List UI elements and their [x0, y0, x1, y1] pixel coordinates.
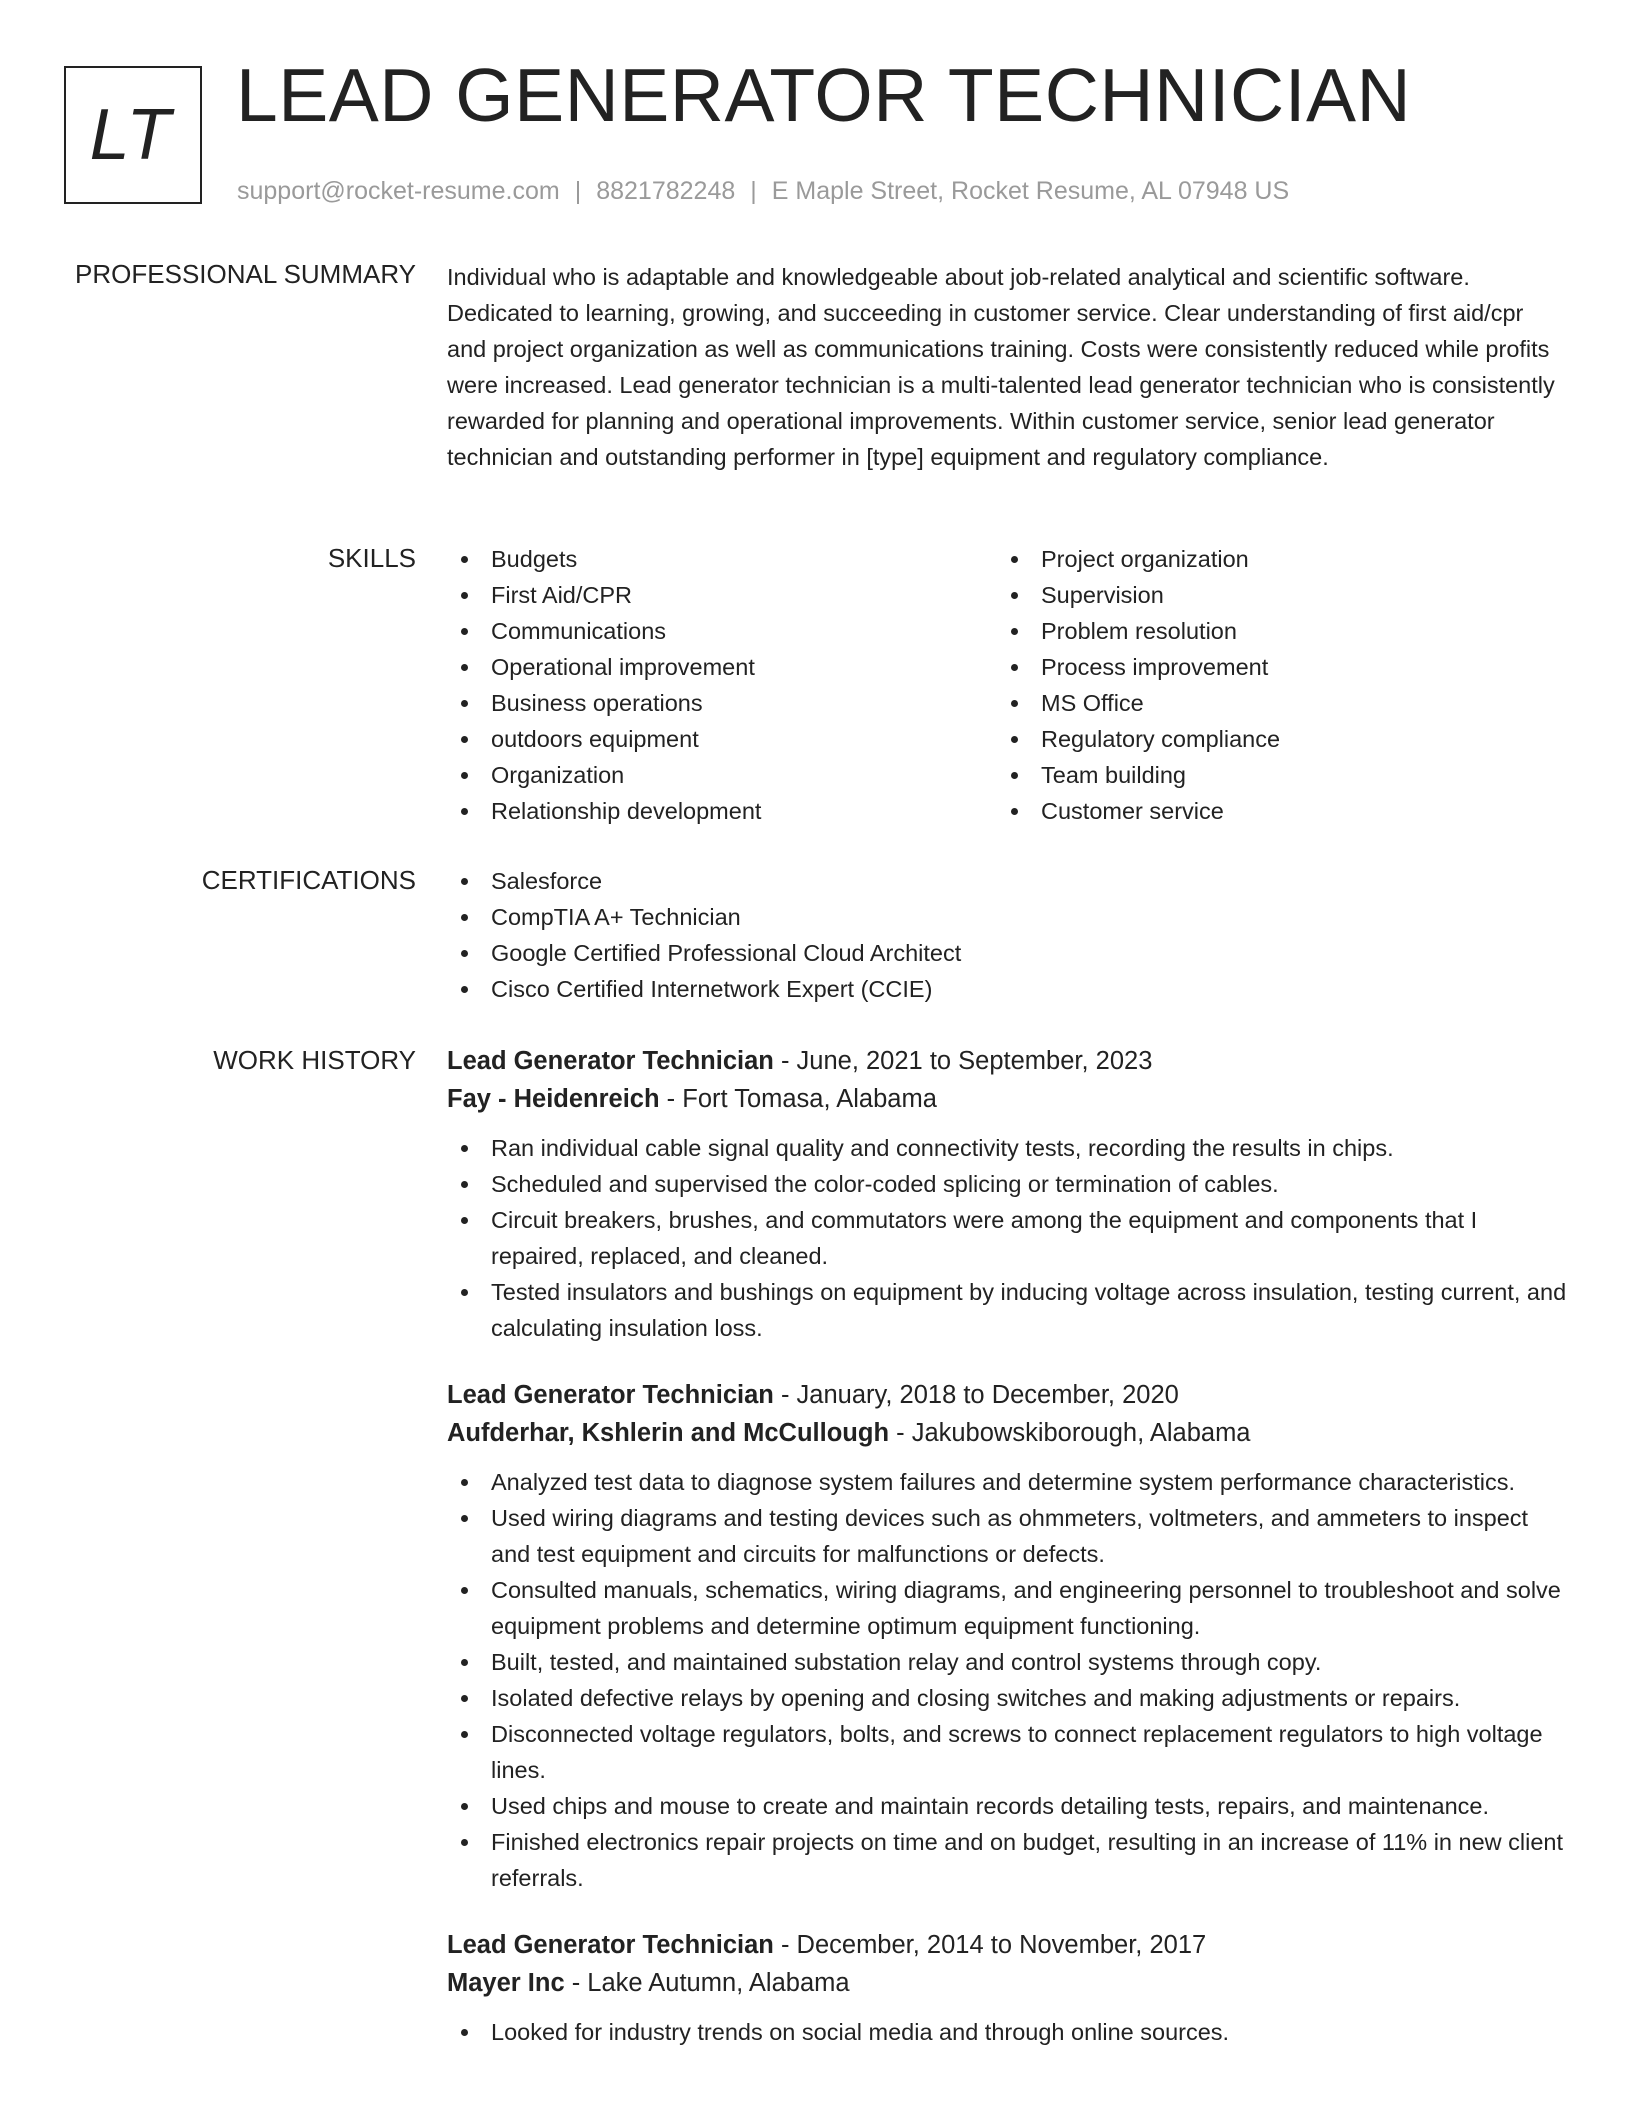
- skill-item: Communications: [447, 613, 997, 649]
- job-entry: [447, 1376, 1567, 1896]
- job-company-line: [447, 1414, 1567, 1452]
- skills-section: [447, 541, 1567, 829]
- job-duty: Disconnected voltage regulators, bolts, and screws to connect replacement regulators to high voltage lines.: [447, 1716, 1567, 1788]
- section-label-work-history: WORK HISTORY: [213, 1045, 416, 1075]
- contact-separator: |: [750, 177, 757, 205]
- candidate-name: LEAD GENERATOR TECHNICIAN: [236, 53, 1412, 137]
- certifications-section: [447, 863, 1567, 1007]
- job-dates: - June, 2021 to September, 2023: [773, 1047, 1153, 1075]
- job-duty: Tested insulators and bushings on equipment by inducing voltage across insulation, testing current, and calculating insulation loss.: [447, 1274, 1567, 1346]
- job-duties-list: [447, 1464, 1567, 1896]
- skill-item: Problem resolution: [997, 613, 1547, 649]
- job-title: Lead Generator Technician: [447, 1931, 774, 1959]
- skill-item: Customer service: [997, 793, 1547, 829]
- monogram-initials: LT: [89, 95, 173, 175]
- job-duty: Looked for industry trends on social media and through online sources.: [447, 2014, 1567, 2050]
- skill-item: Team building: [997, 757, 1547, 793]
- job-title-line: [447, 1926, 1567, 1964]
- job-company: Aufderhar, Kshlerin and McCullough: [447, 1419, 890, 1447]
- job-duty: Consulted manuals, schematics, wiring diagrams, and engineering personnel to troubleshoot and solve equipment problems and determine optimum equipment functioning.: [447, 1572, 1567, 1644]
- job-company-line: [447, 1964, 1567, 2002]
- job-duty: Finished electronics repair projects on time and on budget, resulting in an increase of 11% in new client referrals.: [447, 1824, 1567, 1896]
- contact-email: support@rocket-resume.com: [237, 177, 560, 205]
- contact-address: E Maple Street, Rocket Resume, AL 07948 US: [771, 177, 1290, 205]
- skill-item: First Aid/CPR: [447, 577, 997, 613]
- job-duty: Built, tested, and maintained substation relay and control systems through copy.: [447, 1644, 1567, 1680]
- job-company: Fay - Heidenreich: [447, 1085, 660, 1113]
- skill-item: Project organization: [997, 541, 1547, 577]
- job-title: Lead Generator Technician: [447, 1381, 774, 1409]
- job-company-line: [447, 1080, 1567, 1118]
- section-label-summary: PROFESSIONAL SUMMARY: [75, 259, 416, 289]
- job-title-line: [447, 1376, 1567, 1414]
- job-location: - Fort Tomasa, Alabama: [659, 1085, 937, 1113]
- skill-item: outdoors equipment: [447, 721, 997, 757]
- skill-item: MS Office: [997, 685, 1547, 721]
- job-dates: - December, 2014 to November, 2017: [773, 1931, 1207, 1959]
- skill-item: Regulatory compliance: [997, 721, 1547, 757]
- job-duty: Ran individual cable signal quality and connectivity tests, recording the results in chips.: [447, 1130, 1567, 1166]
- skills-list-right: [997, 541, 1547, 829]
- skill-item: Business operations: [447, 685, 997, 721]
- skill-item: Budgets: [447, 541, 997, 577]
- skills-list-left: [447, 541, 997, 829]
- section-label-certifications: CERTIFICATIONS: [201, 865, 416, 895]
- contact-phone: 8821782248: [596, 177, 736, 205]
- certifications-list: [447, 863, 1567, 1007]
- job-duty: Used wiring diagrams and testing devices such as ohmmeters, voltmeters, and ammeters to inspect and test equipment and circuits for malfunctions or defects.: [447, 1500, 1567, 1572]
- skill-item: Supervision: [997, 577, 1547, 613]
- certification-item: Google Certified Professional Cloud Architect: [447, 935, 1567, 971]
- contact-separator: |: [574, 177, 582, 205]
- certification-item: CompTIA A+ Technician: [447, 899, 1567, 935]
- job-duties-list: [447, 2014, 1567, 2050]
- skill-item: Relationship development: [447, 793, 997, 829]
- job-duty: Scheduled and supervised the color-coded splicing or termination of cables.: [447, 1166, 1567, 1202]
- skill-item: Process improvement: [997, 649, 1547, 685]
- skill-item: Organization: [447, 757, 997, 793]
- job-duty: Analyzed test data to diagnose system failures and determine system performance characteristics.: [447, 1464, 1567, 1500]
- certification-item: Cisco Certified Internetwork Expert (CCIE): [447, 971, 1567, 1007]
- job-location: - Lake Autumn, Alabama: [564, 1969, 850, 1997]
- summary-text: Individual who is adaptable and knowledgeable about job-related analytical and scientific software. Dedicated to learning, growing, and succeeding in customer service. Clear understanding of first aid/cpr and project organization as well as communications training. Costs were consistently reduced while profits were increased. Lead generator technician is a multi-talented lead generator technician who is consistently rewarded for planning and operational improvements. Within customer service, senior lead generator technician and outstanding performer in [type] equipment and regulatory compliance.: [447, 264, 1555, 470]
- job-title-line: [447, 1042, 1567, 1080]
- job-duty: Used chips and mouse to create and maintain records detailing tests, repairs, and maintenance.: [447, 1788, 1567, 1824]
- certification-item: Salesforce: [447, 863, 1567, 899]
- monogram-logo: [64, 66, 202, 204]
- job-entry: [447, 1926, 1567, 2050]
- skill-item: Operational improvement: [447, 649, 997, 685]
- job-duties-list: [447, 1130, 1567, 1346]
- contact-line: [237, 177, 1289, 206]
- job-duty: Isolated defective relays by opening and closing switches and making adjustments or repairs.: [447, 1680, 1567, 1716]
- job-company: Mayer Inc: [447, 1969, 565, 1997]
- job-duty: Circuit breakers, brushes, and commutators were among the equipment and components that I repaired, replaced, and cleaned.: [447, 1202, 1567, 1274]
- job-title: Lead Generator Technician: [447, 1047, 774, 1075]
- work-history-section: [447, 1042, 1567, 2080]
- section-label-skills: SKILLS: [327, 543, 416, 573]
- job-entry: [447, 1042, 1567, 1346]
- job-location: - Jakubowskiborough, Alabama: [889, 1419, 1251, 1447]
- job-dates: - January, 2018 to December, 2020: [773, 1381, 1179, 1409]
